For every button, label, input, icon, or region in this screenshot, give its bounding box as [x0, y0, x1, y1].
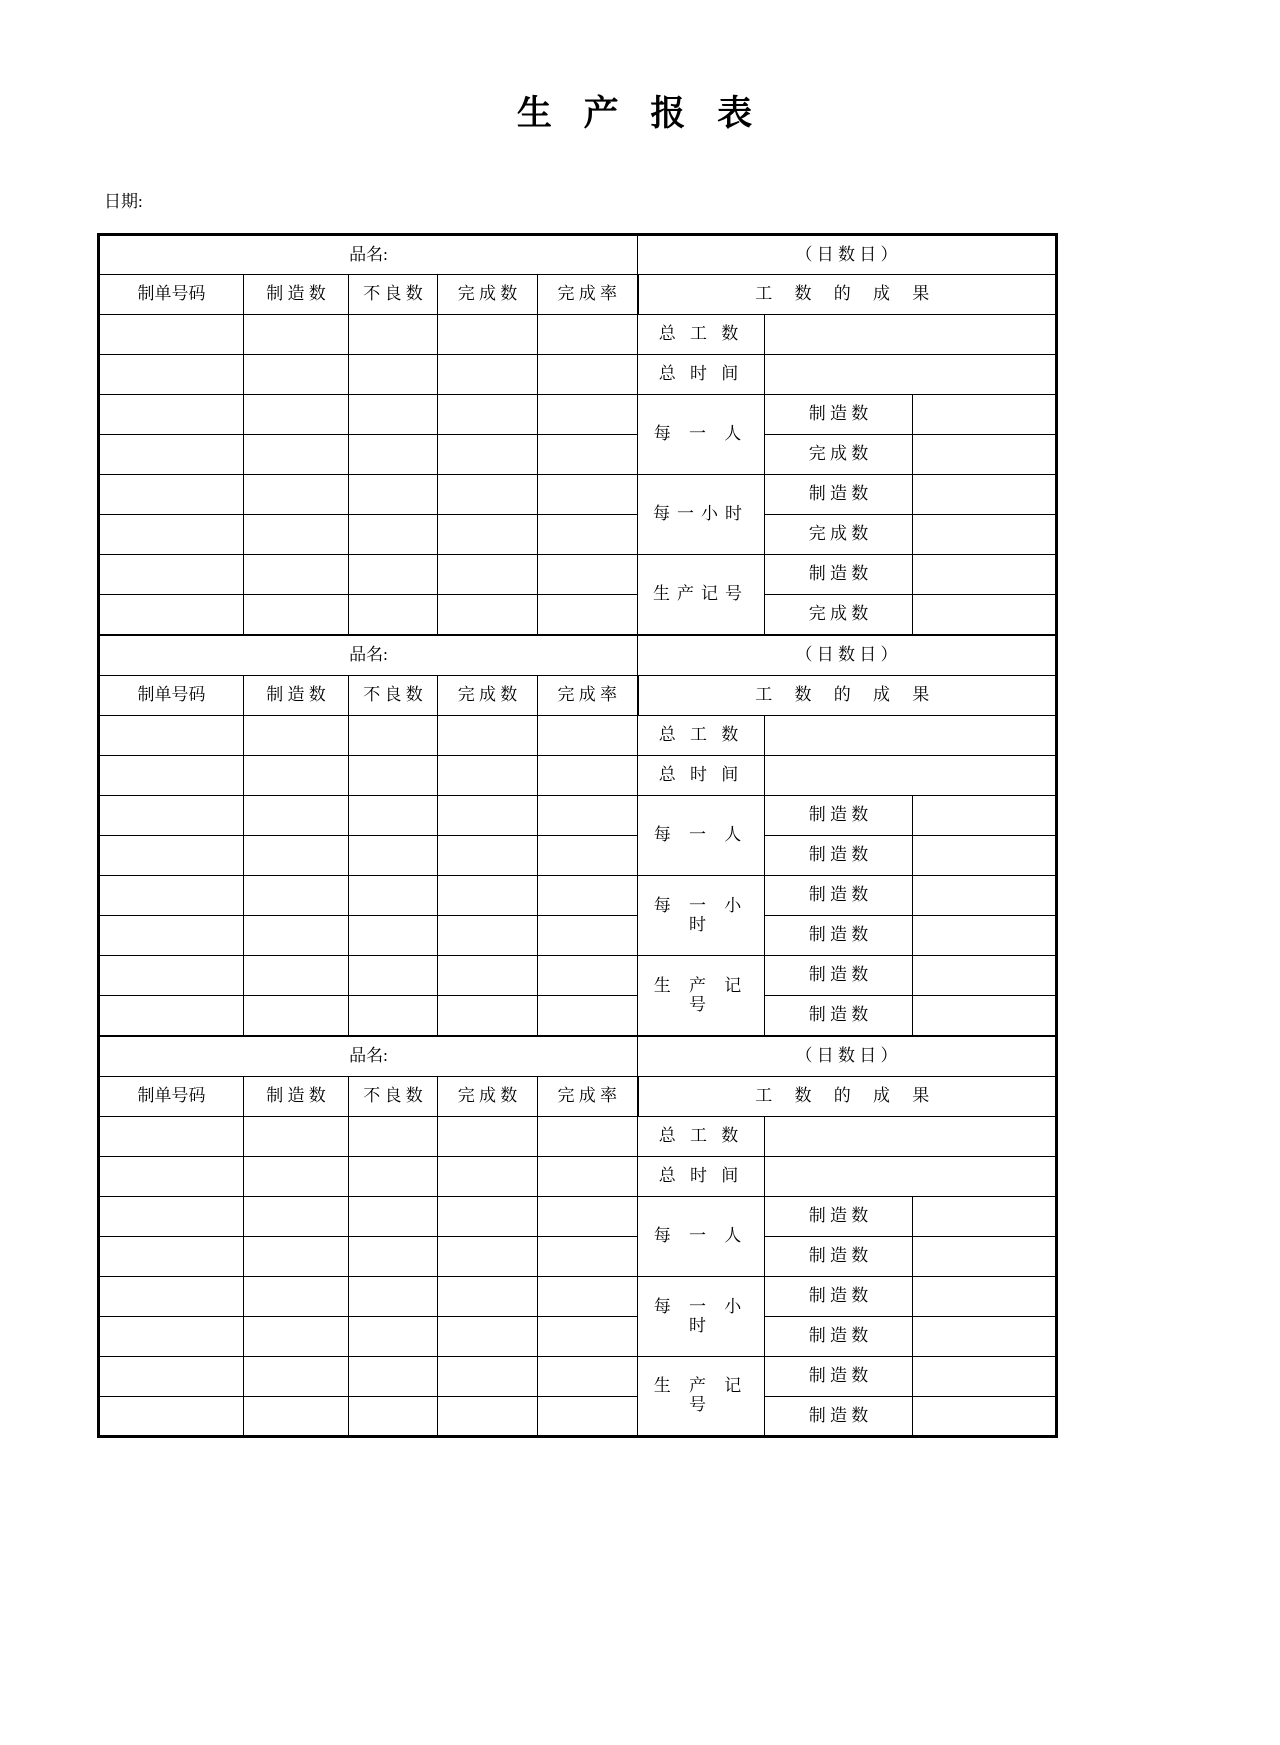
metric-group-label: 每 一 小 时 — [638, 876, 765, 956]
metric-value-cell[interactable] — [913, 1357, 1057, 1397]
metric-value-cell[interactable] — [913, 956, 1057, 996]
entry-cell[interactable] — [349, 716, 438, 756]
entry-cell[interactable] — [538, 1197, 638, 1237]
entry-cell[interactable] — [99, 1157, 244, 1197]
column-header: 制 造 数 — [244, 1077, 349, 1117]
entry-cell[interactable] — [349, 956, 438, 996]
entry-cell[interactable] — [99, 1357, 244, 1397]
group-header-work-results: 工 数 的 成 果 — [638, 1077, 1057, 1117]
entry-cell[interactable] — [538, 796, 638, 836]
entry-cell[interactable] — [438, 956, 538, 996]
metric-group-label: 每 一 人 — [638, 796, 765, 876]
entry-cell[interactable] — [438, 796, 538, 836]
product-name-row — [99, 636, 1057, 676]
entry-cell[interactable] — [99, 355, 244, 395]
entry-cell[interactable] — [438, 836, 538, 876]
column-header: 完 成 率 — [538, 676, 638, 716]
entry-cell[interactable] — [244, 1357, 349, 1397]
metric-sub-label: 制 造 数 — [765, 996, 913, 1036]
entry-cell[interactable] — [438, 515, 538, 555]
metric-label: 总 工 数 — [638, 1117, 765, 1157]
metric-value-cell[interactable] — [913, 1277, 1057, 1317]
entry-cell[interactable] — [99, 996, 244, 1036]
entry-cell[interactable] — [349, 1237, 438, 1277]
entry-cell[interactable] — [438, 1357, 538, 1397]
metric-value-cell[interactable] — [913, 435, 1057, 475]
table-row — [99, 1157, 1057, 1197]
column-header: 制单号码 — [99, 275, 244, 315]
product-name-field[interactable]: 品名: — [99, 235, 638, 275]
entry-cell[interactable] — [244, 1397, 349, 1437]
entry-cell[interactable] — [438, 996, 538, 1036]
column-header-row — [99, 1077, 1057, 1117]
entry-cell[interactable] — [244, 555, 349, 595]
entry-cell[interactable] — [349, 1277, 438, 1317]
entry-cell[interactable] — [244, 595, 349, 635]
entry-cell[interactable] — [538, 1157, 638, 1197]
table-row — [99, 515, 1057, 555]
metric-value-cell[interactable] — [913, 916, 1057, 956]
entry-cell[interactable] — [438, 1237, 538, 1277]
metric-value-cell[interactable] — [913, 1237, 1057, 1277]
entry-cell[interactable] — [538, 1237, 638, 1277]
product-name-field[interactable]: 品名: — [99, 636, 638, 676]
entry-cell[interactable] — [538, 515, 638, 555]
table-row — [99, 796, 1057, 836]
entry-cell[interactable] — [349, 756, 438, 796]
table-row — [99, 435, 1057, 475]
entry-cell[interactable] — [438, 1117, 538, 1157]
column-header: 不 良 数 — [349, 676, 438, 716]
entry-cell[interactable] — [538, 1277, 638, 1317]
metric-label: 总 时 间 — [638, 756, 765, 796]
entry-cell[interactable] — [349, 1197, 438, 1237]
metric-value-cell[interactable] — [913, 876, 1057, 916]
product-name-row — [99, 1037, 1057, 1077]
entry-cell[interactable] — [538, 1357, 638, 1397]
report-block — [97, 233, 1058, 635]
entry-cell[interactable] — [438, 595, 538, 635]
entry-cell[interactable] — [99, 1197, 244, 1237]
entry-cell[interactable] — [538, 756, 638, 796]
entry-cell[interactable] — [438, 475, 538, 515]
metric-label: 总 时 间 — [638, 1157, 765, 1197]
table-row — [99, 1277, 1057, 1317]
product-name-row — [99, 235, 1057, 275]
metric-sub-label: 制 造 数 — [765, 916, 913, 956]
page-title: 生 产 报 表 — [516, 94, 764, 133]
entry-cell[interactable] — [99, 595, 244, 635]
metric-sub-label: 制 造 数 — [765, 876, 913, 916]
metric-label: 总 工 数 — [638, 716, 765, 756]
column-header: 完 成 数 — [438, 676, 538, 716]
entry-cell[interactable] — [349, 1357, 438, 1397]
metric-value-cell[interactable] — [765, 716, 1057, 756]
table-row — [99, 315, 1057, 355]
metric-sub-label: 制 造 数 — [765, 1277, 913, 1317]
entry-cell[interactable] — [538, 1117, 638, 1157]
entry-cell[interactable] — [244, 876, 349, 916]
metric-value-cell[interactable] — [765, 1157, 1057, 1197]
metric-value-cell[interactable] — [765, 756, 1057, 796]
entry-cell[interactable] — [99, 475, 244, 515]
report-block — [97, 1036, 1058, 1438]
entry-cell[interactable] — [244, 1277, 349, 1317]
metric-value-cell[interactable] — [913, 515, 1057, 555]
column-header: 制 造 数 — [244, 275, 349, 315]
column-header: 制单号码 — [99, 676, 244, 716]
entry-cell[interactable] — [244, 1237, 349, 1277]
metric-sub-label: 制 造 数 — [765, 475, 913, 515]
entry-cell[interactable] — [99, 916, 244, 956]
group-header-work-results: 工 数 的 成 果 — [638, 676, 1057, 716]
day-count-field[interactable]: （ 日 数 日 ） — [638, 1037, 1057, 1077]
column-header: 完 成 数 — [438, 275, 538, 315]
metric-group-label: 每 一 人 — [638, 1197, 765, 1277]
metric-value-cell[interactable] — [913, 555, 1057, 595]
entry-cell[interactable] — [349, 1397, 438, 1437]
metric-value-cell[interactable] — [913, 395, 1057, 435]
entry-cell[interactable] — [99, 756, 244, 796]
entry-cell[interactable] — [99, 395, 244, 435]
metric-value-cell[interactable] — [913, 595, 1057, 635]
metric-group-label: 每 一 人 — [638, 395, 765, 475]
entry-cell[interactable] — [244, 756, 349, 796]
table-row — [99, 916, 1057, 956]
entry-cell[interactable] — [538, 395, 638, 435]
entry-cell[interactable] — [99, 956, 244, 996]
entry-cell[interactable] — [438, 756, 538, 796]
metric-value-cell[interactable] — [913, 996, 1057, 1036]
entry-cell[interactable] — [538, 956, 638, 996]
entry-cell[interactable] — [349, 1117, 438, 1157]
product-name-field[interactable]: 品名: — [99, 1037, 638, 1077]
metric-sub-label: 制 造 数 — [765, 1357, 913, 1397]
entry-cell[interactable] — [244, 435, 349, 475]
entry-cell[interactable] — [99, 836, 244, 876]
entry-cell[interactable] — [438, 1197, 538, 1237]
entry-cell[interactable] — [99, 1117, 244, 1157]
table-row — [99, 756, 1057, 796]
entry-cell[interactable] — [538, 716, 638, 756]
metric-label: 总 工 数 — [638, 315, 765, 355]
table-row — [99, 716, 1057, 756]
entry-cell[interactable] — [438, 1317, 538, 1357]
metric-sub-label: 完 成 数 — [765, 595, 913, 635]
metric-value-cell[interactable] — [913, 1197, 1057, 1237]
column-header: 制单号码 — [99, 1077, 244, 1117]
column-header: 完 成 率 — [538, 275, 638, 315]
entry-cell[interactable] — [244, 355, 349, 395]
entry-cell[interactable] — [349, 355, 438, 395]
column-header: 制 造 数 — [244, 676, 349, 716]
metric-value-cell[interactable] — [913, 475, 1057, 515]
report-block — [97, 635, 1058, 1036]
metric-sub-label: 制 造 数 — [765, 395, 913, 435]
entry-cell[interactable] — [244, 956, 349, 996]
entry-cell[interactable] — [538, 355, 638, 395]
metric-sub-label: 制 造 数 — [765, 956, 913, 996]
metric-value-cell[interactable] — [913, 1317, 1057, 1357]
entry-cell[interactable] — [99, 1237, 244, 1277]
table-row — [99, 1357, 1057, 1397]
entry-cell[interactable] — [349, 595, 438, 635]
entry-cell[interactable] — [349, 1157, 438, 1197]
entry-cell[interactable] — [349, 315, 438, 355]
metric-value-cell[interactable] — [765, 355, 1057, 395]
entry-cell[interactable] — [244, 916, 349, 956]
column-header: 完 成 数 — [438, 1077, 538, 1117]
entry-cell[interactable] — [244, 1317, 349, 1357]
entry-cell[interactable] — [438, 395, 538, 435]
table-row — [99, 1397, 1057, 1437]
entry-cell[interactable] — [438, 916, 538, 956]
metric-group-label: 每 一 小 时 — [638, 1277, 765, 1357]
report-blocks — [97, 233, 1055, 1438]
metric-value-cell[interactable] — [765, 1117, 1057, 1157]
entry-cell[interactable] — [349, 996, 438, 1036]
entry-cell[interactable] — [244, 716, 349, 756]
table-row — [99, 595, 1057, 635]
day-count-field[interactable]: （ 日 数 日 ） — [638, 235, 1057, 275]
entry-cell[interactable] — [349, 916, 438, 956]
entry-cell[interactable] — [438, 876, 538, 916]
table-row — [99, 836, 1057, 876]
entry-cell[interactable] — [244, 796, 349, 836]
column-header: 完 成 率 — [538, 1077, 638, 1117]
metric-sub-label: 完 成 数 — [765, 435, 913, 475]
table-row — [99, 475, 1057, 515]
entry-cell[interactable] — [438, 1397, 538, 1437]
table-row — [99, 355, 1057, 395]
metric-sub-label: 制 造 数 — [765, 555, 913, 595]
entry-cell[interactable] — [99, 435, 244, 475]
table-row — [99, 1197, 1057, 1237]
entry-cell[interactable] — [538, 1397, 638, 1437]
entry-cell[interactable] — [244, 395, 349, 435]
metric-sub-label: 制 造 数 — [765, 796, 913, 836]
entry-cell[interactable] — [99, 315, 244, 355]
entry-cell[interactable] — [438, 1157, 538, 1197]
table-row — [99, 1237, 1057, 1277]
metric-sub-label: 制 造 数 — [765, 1397, 913, 1437]
metric-group-label: 生 产 记 号 — [638, 1357, 765, 1437]
table-row — [99, 996, 1057, 1036]
entry-cell[interactable] — [99, 555, 244, 595]
entry-cell[interactable] — [349, 796, 438, 836]
entry-cell[interactable] — [538, 916, 638, 956]
entry-cell[interactable] — [538, 836, 638, 876]
metric-group-label: 每一小时 — [638, 475, 765, 555]
entry-cell[interactable] — [349, 836, 438, 876]
entry-cell[interactable] — [99, 1317, 244, 1357]
entry-cell[interactable] — [438, 555, 538, 595]
metric-value-cell[interactable] — [913, 1397, 1057, 1437]
entry-cell[interactable] — [349, 876, 438, 916]
entry-cell[interactable] — [538, 555, 638, 595]
entry-cell[interactable] — [349, 515, 438, 555]
entry-cell[interactable] — [99, 1397, 244, 1437]
entry-cell[interactable] — [99, 716, 244, 756]
metric-sub-label: 制 造 数 — [765, 836, 913, 876]
metric-sub-label: 制 造 数 — [765, 1237, 913, 1277]
entry-cell[interactable] — [538, 1317, 638, 1357]
entry-cell[interactable] — [538, 475, 638, 515]
column-header-row — [99, 275, 1057, 315]
entry-cell[interactable] — [99, 796, 244, 836]
entry-cell[interactable] — [538, 595, 638, 635]
metric-group-label: 生产记号 — [638, 555, 765, 635]
table-row — [99, 876, 1057, 916]
column-header-row — [99, 676, 1057, 716]
entry-cell[interactable] — [244, 1117, 349, 1157]
entry-cell[interactable] — [349, 435, 438, 475]
group-header-work-results: 工 数 的 成 果 — [638, 275, 1057, 315]
entry-cell[interactable] — [538, 996, 638, 1036]
entry-cell[interactable] — [438, 355, 538, 395]
metric-label: 总 时 间 — [638, 355, 765, 395]
column-header: 不 良 数 — [349, 1077, 438, 1117]
table-row — [99, 1117, 1057, 1157]
entry-cell[interactable] — [538, 315, 638, 355]
metric-value-cell[interactable] — [913, 836, 1057, 876]
metric-sub-label: 制 造 数 — [765, 1197, 913, 1237]
metric-group-label: 生 产 记 号 — [638, 956, 765, 1036]
day-count-field[interactable]: （ 日 数 日 ） — [638, 636, 1057, 676]
entry-cell[interactable] — [244, 996, 349, 1036]
entry-cell[interactable] — [438, 1277, 538, 1317]
metric-value-cell[interactable] — [765, 315, 1057, 355]
entry-cell[interactable] — [438, 435, 538, 475]
table-row — [99, 395, 1057, 435]
entry-cell[interactable] — [438, 315, 538, 355]
entry-cell[interactable] — [244, 1197, 349, 1237]
metric-sub-label: 制 造 数 — [765, 1317, 913, 1357]
entry-cell[interactable] — [349, 1317, 438, 1357]
entry-cell[interactable] — [244, 315, 349, 355]
metric-value-cell[interactable] — [913, 796, 1057, 836]
entry-cell[interactable] — [349, 555, 438, 595]
entry-cell[interactable] — [99, 1277, 244, 1317]
table-row — [99, 555, 1057, 595]
entry-cell[interactable] — [99, 876, 244, 916]
column-header: 不 良 数 — [349, 275, 438, 315]
entry-cell[interactable] — [99, 515, 244, 555]
metric-sub-label: 完 成 数 — [765, 515, 913, 555]
table-row — [99, 1317, 1057, 1357]
entry-cell[interactable] — [438, 716, 538, 756]
entry-cell[interactable] — [244, 1157, 349, 1197]
entry-cell[interactable] — [349, 395, 438, 435]
entry-cell[interactable] — [538, 435, 638, 475]
entry-cell[interactable] — [244, 515, 349, 555]
entry-cell[interactable] — [244, 475, 349, 515]
entry-cell[interactable] — [349, 475, 438, 515]
entry-cell[interactable] — [244, 836, 349, 876]
table-row — [99, 956, 1057, 996]
date-label: 日期: — [104, 192, 143, 211]
entry-cell[interactable] — [538, 876, 638, 916]
